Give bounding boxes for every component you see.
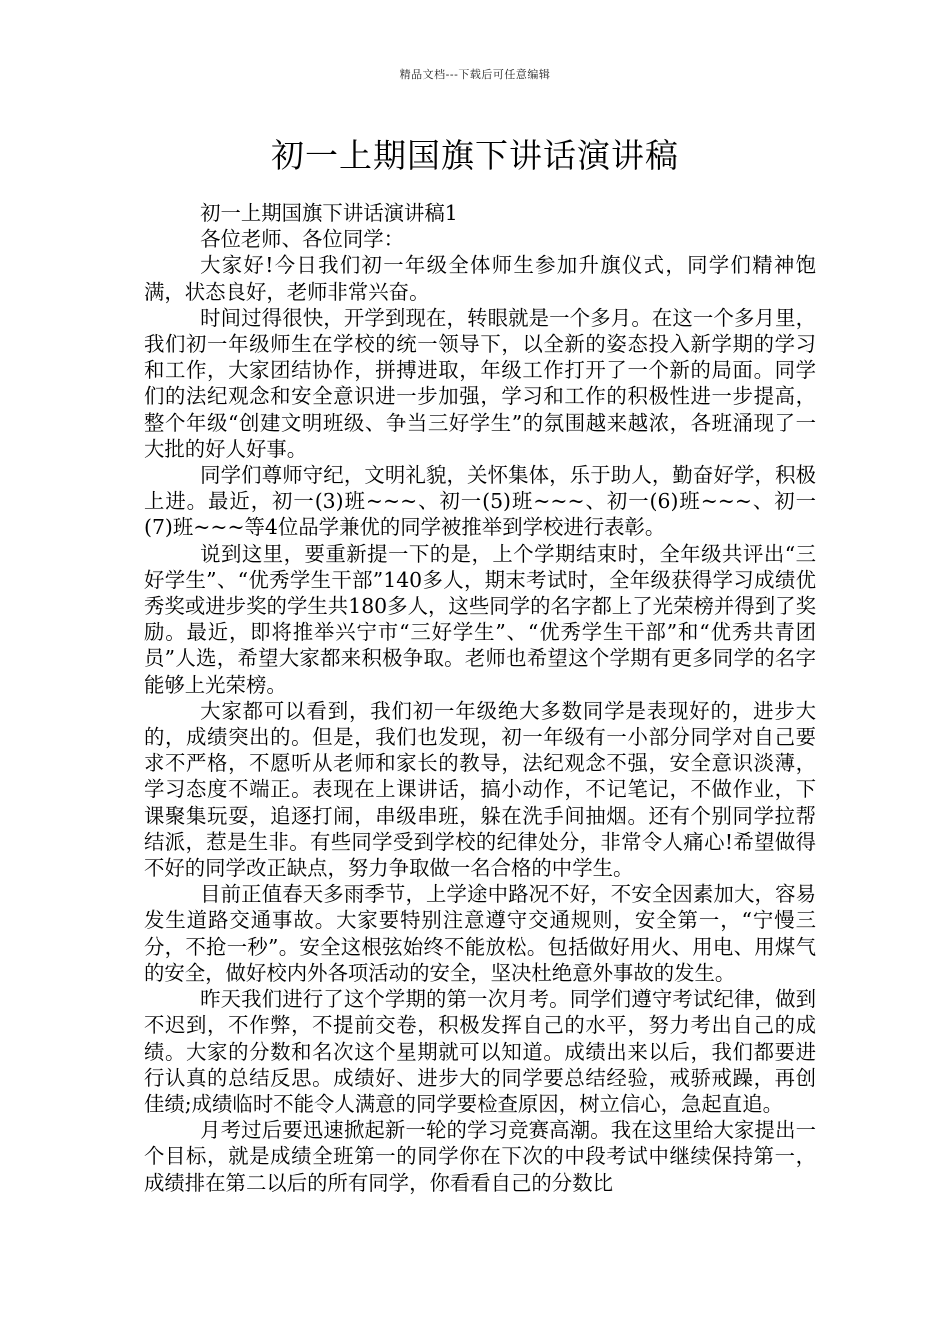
document-body: [144, 200, 816, 1196]
paragraph-5: 大家都可以看到，我们初一年级绝大多数同学是表现好的，进步大的，成绩突出的。但是，我们也发现，初一年级有一小部分同学对自己要求不严格，不愿听从老师和家长的教导，法纪观念不强，安全意识淡薄，学习态度不端正。表现在上课讲话，搞小动作，不记笔记，不做作业，下课聚集玩耍，追逐打闹，串级串班，躲在洗手间抽烟。还有个别同学拉帮结派，惹是生非。有些同学受到学校的纪律处分，非常令人痛心!希望做得不好的同学改正缺点，努力争取做一名合格的中学生。: [144, 698, 816, 881]
paragraph-2: 时间过得很快，开学到现在，转眼就是一个多月。在这一个多月里，我们初一年级师生在学校的统一领导下，以全新的姿态投入新学期的学习和工作，大家团结协作，拼搏进取，年级工作打开了一个新的局面。同学们的法纪观念和安全意识进一步加强，学习和工作的积极性进一步提高，整个年级“创建文明班级、争当三好学生”的氛围越来越浓，各班涌现了一大批的好人好事。: [144, 305, 816, 461]
paragraph-6: 目前正值春天多雨季节，上学途中路况不好，不安全因素加大，容易发生道路交通事故。大家要特别注意遵守交通规则，安全第一，“宁慢三分，不抢一秒”。安全这根弦始终不能放松。包括做好用火、用电、用煤气的安全，做好校内外各项活动的安全，坚决杜绝意外事故的发生。: [144, 882, 816, 985]
document-subtitle: 初一上期国旗下讲话演讲稿1: [200, 201, 458, 225]
paragraph-1: 大家好!今日我们初一年级全体师生参加升旗仪式，同学们精神饱满，状态良好，老师非常兴奋。: [144, 253, 816, 304]
document-title: 初一上期国旗下讲话演讲稿: [271, 136, 679, 175]
greeting: 各位老师、各位同学：: [200, 227, 404, 252]
paragraph-4: 说到这里，要重新提一下的是，上个学期结束时，全年级共评出“三好学生”、“优秀学生干部”140多人，期末考试时，全年级获得学习成绩优秀奖或进步奖的学生共180多人，这些同学的名字都上了光荣榜并得到了奖励。最近，即将推举兴宁市“三好学生”、“优秀学生干部”和“优秀共青团员”人选，希望大家都来积极争取。老师也希望这个学期有更多同学的名字能够上光荣榜。: [144, 541, 816, 697]
paragraph-7: 昨天我们进行了这个学期的第一次月考。同学们遵守考试纪律，做到不迟到，不作弊，不提前交卷，积极发挥自己的水平，努力考出自己的成绩。大家的分数和名次这个星期就可以知道。成绩出来以后，我们都要进行认真的总结反思。成绩好、进步大的同学要总结经验，戒骄戒躁，再创佳绩;成绩临时不能令人满意的同学要检查原因，树立信心，急起直追。: [144, 987, 816, 1116]
paragraph-8: 月考过后要迅速掀起新一轮的学习竞赛高潮。我在这里给大家提出一个目标，就是成绩全班第一的同学你在下次的中段考试中继续保持第一，成绩排在第二以后的所有同学，你看看自己的分数比: [144, 1118, 816, 1195]
paragraph-3: 同学们尊师守纪，文明礼貌，关怀集体，乐于助人，勤奋好学，积极上进。最近，初一(3)班~~~、初一(5)班~~~、初一(6)班~~~、初一(7)班~~~等4位品学兼优的同学被推举到学校进行表彰。: [144, 463, 816, 540]
header-note: 精品文档---下载后可任意编辑: [399, 68, 551, 81]
